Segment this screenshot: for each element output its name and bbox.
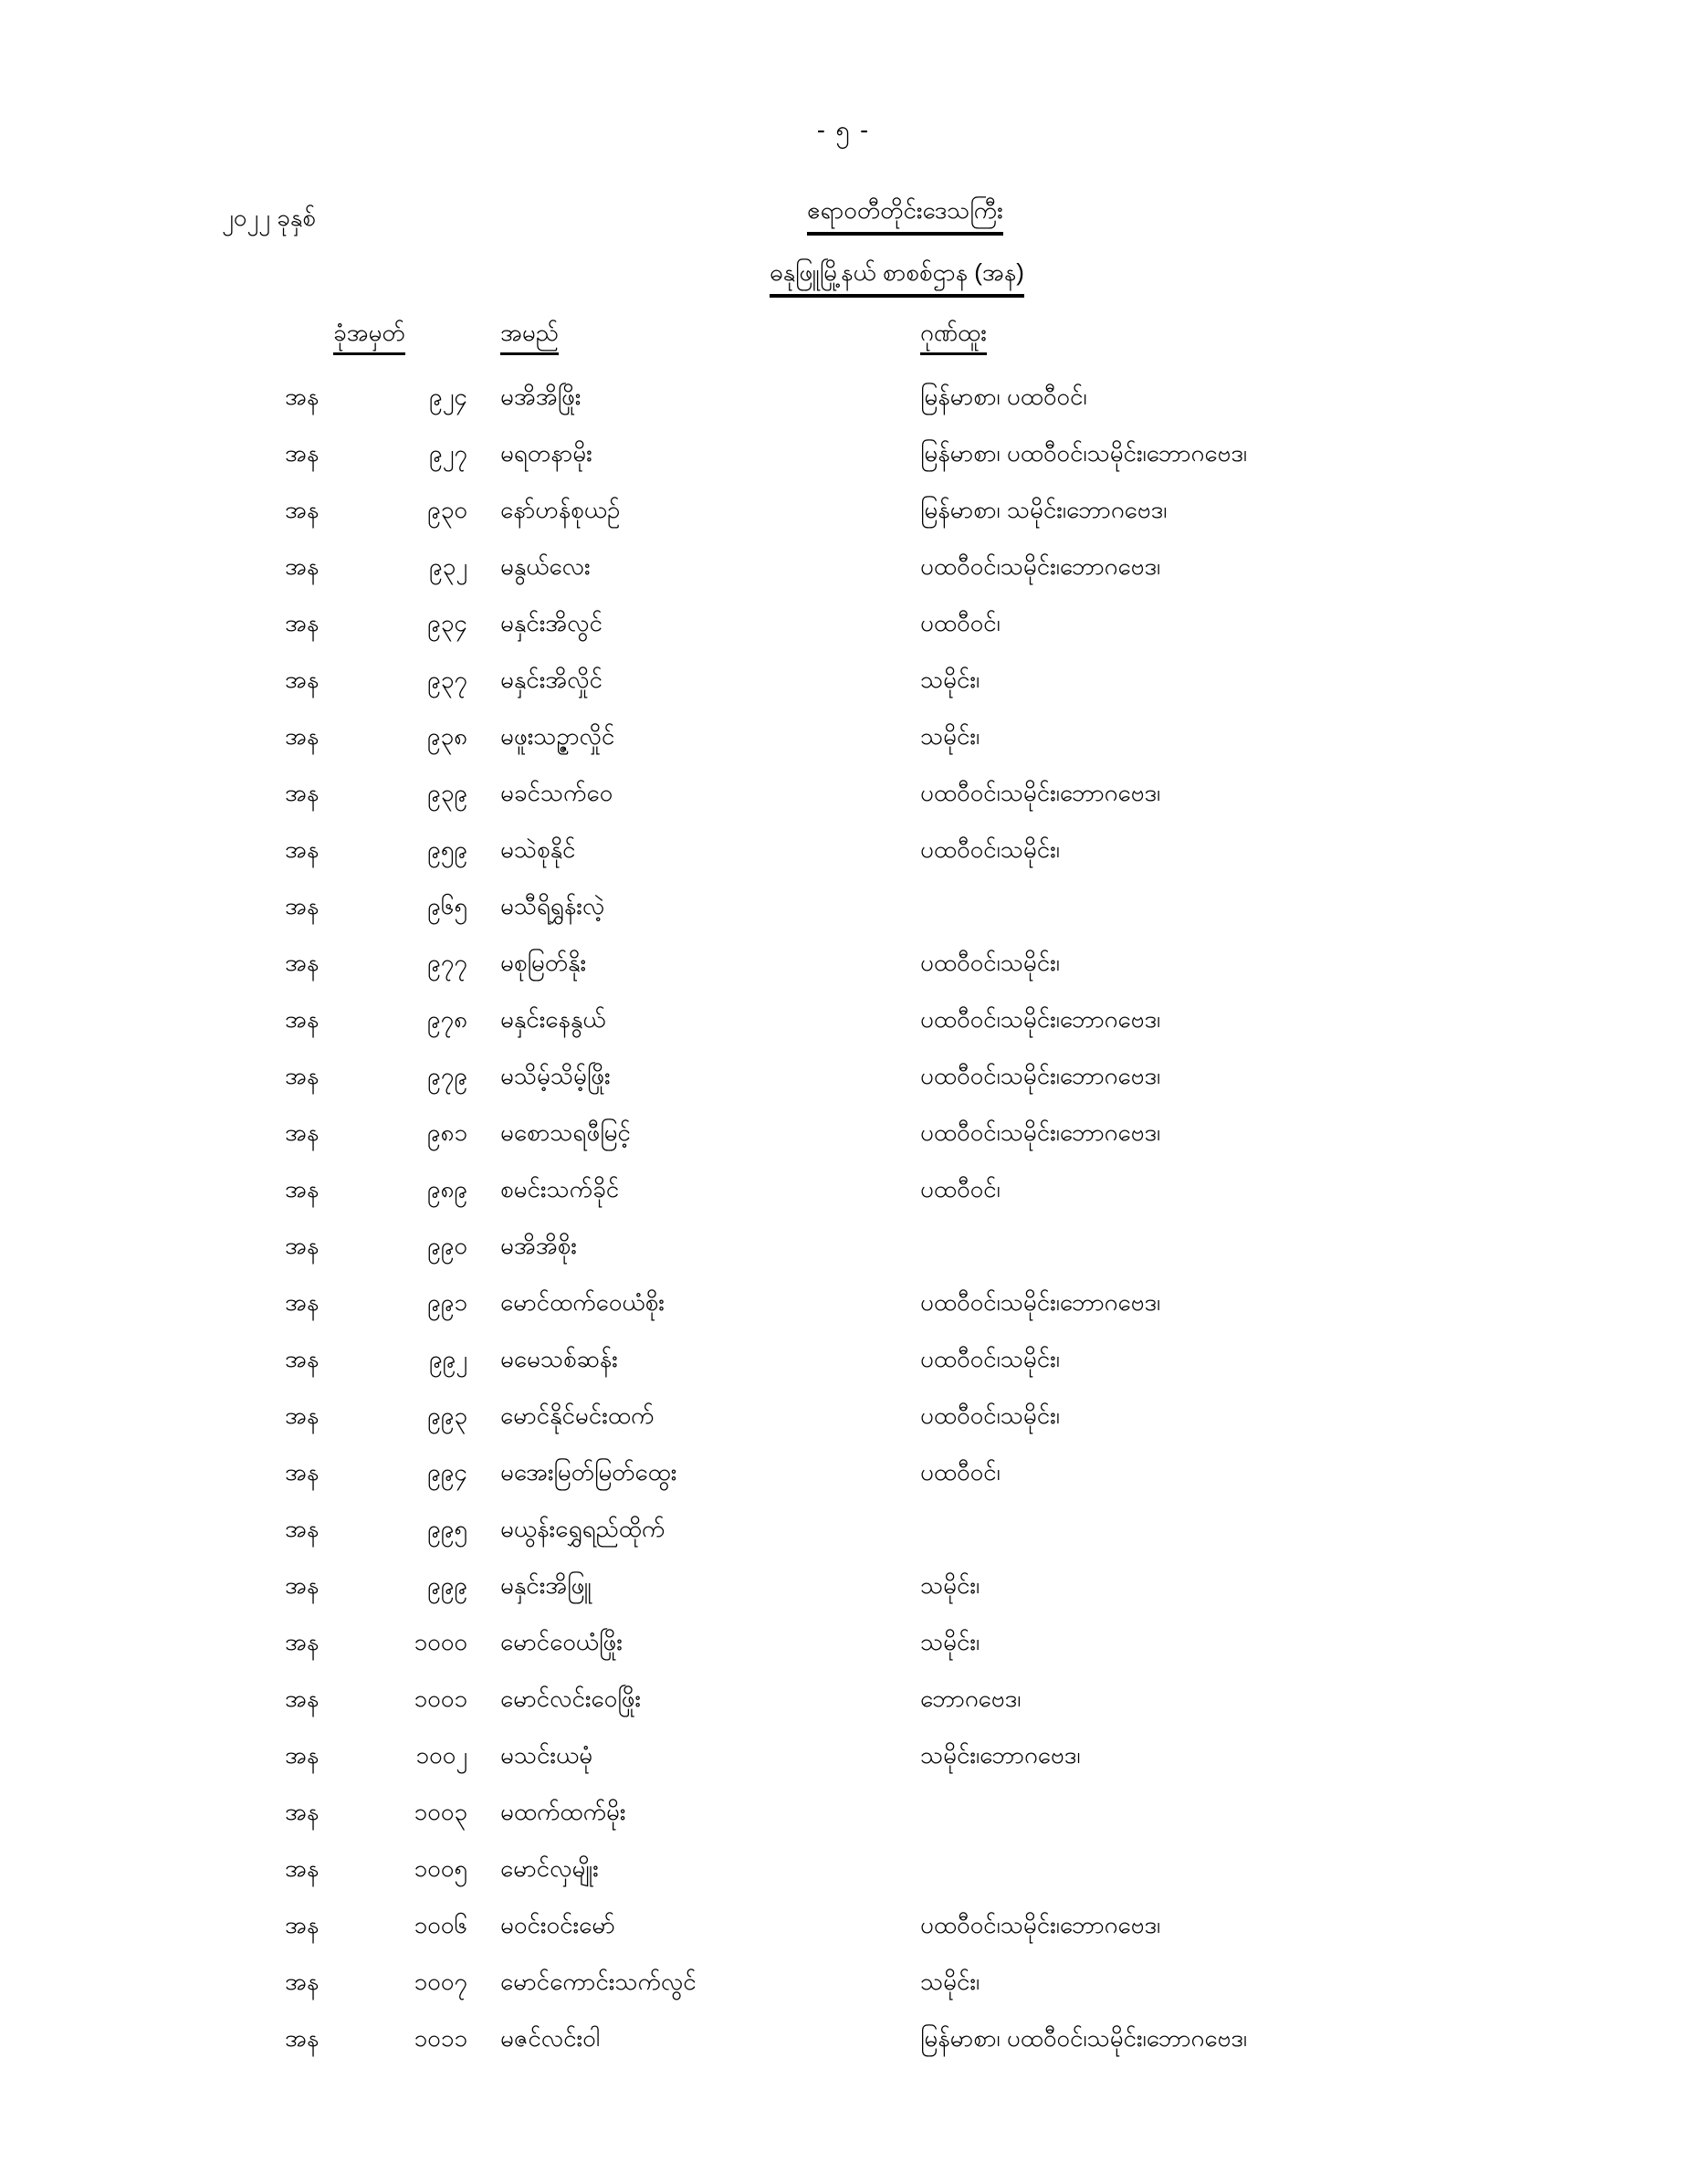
roll-number-cell: ၉၉၃ — [427, 1402, 467, 1429]
exam-code-cell: အန — [285, 552, 320, 580]
name-cell: မဝင်းဝင်းမော် — [500, 1911, 615, 1938]
distinction-cell: ပထဝီဝင်၊သမိုင်း၊ — [920, 1402, 1060, 1429]
table-row — [0, 1174, 1687, 1231]
distinction-cell: ပထဝီဝင်၊သမိုင်း၊ဘောဂဗေဒ၊ — [920, 1911, 1161, 1938]
distinction-cell: သမိုင်း၊ — [920, 722, 980, 750]
roll-number-cell: ၁၀၀၀ — [414, 1628, 467, 1655]
exam-code-cell: အန — [285, 496, 320, 523]
table-row — [0, 948, 1687, 1004]
exam-code-cell: အန — [285, 1005, 320, 1033]
distinction-cell: ပထဝီဝင်၊သမိုင်း၊ဘောဂဗေဒ၊ — [920, 1062, 1161, 1089]
name-cell: မဖူးသဉ္ဇာလှိုင် — [500, 722, 615, 750]
roll-number-cell: ၁၀၀၂ — [415, 1741, 467, 1769]
name-cell: မနှင်းအိဖြူ — [500, 1571, 592, 1599]
distinction-cell: ပထဝီဝင်၊ — [920, 1175, 1001, 1202]
roll-number-cell: ၁၀၀၅ — [414, 1854, 467, 1882]
distinction-cell: ဘောဂဗေဒ၊ — [920, 1685, 1022, 1712]
distinction-cell: ပထဝီဝင်၊သမိုင်း၊ဘောဂဗေဒ၊ — [920, 779, 1161, 806]
name-cell: မောင်လှမျိုး — [500, 1854, 599, 1882]
distinction-cell: သမိုင်း၊ — [920, 666, 980, 693]
distinction-cell: မြန်မာစာ၊ ပထဝီဝင်၊သမိုင်း၊ဘောဂဗေဒ၊ — [920, 2024, 1248, 2052]
distinction-cell: ပထဝီဝင်၊သမိုင်း၊ — [920, 835, 1060, 863]
distinction-cell: သမိုင်း၊ဘောဂဗေဒ၊ — [920, 1741, 1081, 1769]
roll-number-cell: ၉၂၇ — [428, 439, 467, 467]
table-row — [0, 1344, 1687, 1401]
distinction-cell: သမိုင်း၊ — [920, 1968, 980, 1995]
table-row — [0, 1401, 1687, 1457]
roll-number-cell: ၁၀၁၁ — [414, 2024, 467, 2052]
table-row — [0, 1570, 1687, 1627]
table-row — [0, 1457, 1687, 1514]
table-row — [0, 1853, 1687, 1910]
table-row — [0, 1627, 1687, 1684]
name-cell: မစုမြတ်နိုး — [500, 949, 587, 976]
exam-code-cell: အန — [285, 949, 320, 976]
roll-number-cell: ၉၈၉ — [426, 1175, 467, 1202]
roll-number-cell: ၉၃၈ — [426, 722, 467, 750]
name-cell: မရတနာမိုး — [500, 439, 592, 467]
name-cell: မသင်းယမုံ — [500, 1741, 593, 1769]
name-cell: မနှင်းအိလွင် — [500, 609, 602, 636]
distinction-cell: မြန်မာစာ၊ ပထဝီဝင်၊ — [920, 383, 1087, 410]
table-row — [0, 721, 1687, 778]
table-row — [0, 438, 1687, 495]
roll-number-cell: ၉၇၈ — [426, 1005, 467, 1033]
name-cell: မသိမ့်သိမ့်ဖြိုး — [500, 1062, 611, 1089]
exam-code-cell: အန — [285, 1741, 320, 1769]
roll-number-cell: ၁၀၀၆ — [414, 1911, 467, 1938]
table-row — [0, 495, 1687, 551]
table-row — [0, 551, 1687, 608]
name-cell: မဇင်လင်းဝါ — [500, 2024, 601, 2052]
roll-number-cell: ၉၉၀ — [427, 1232, 467, 1259]
table-row — [0, 891, 1687, 948]
table-row — [0, 1118, 1687, 1174]
roll-number-cell: ၉၃၄ — [427, 609, 467, 636]
name-cell: မောင်ဝေယံဖြိုး — [500, 1628, 623, 1655]
roll-number-cell: ၁၀၀၁ — [414, 1685, 467, 1712]
roll-number-cell: ၁၀၀၃ — [414, 1798, 467, 1825]
roll-number-cell: ၉၉၄ — [427, 1458, 467, 1486]
table-row — [0, 382, 1687, 438]
name-cell: မအိအိဖြိုး — [500, 383, 582, 410]
distinction-cell: ပထဝီဝင်၊ — [920, 1458, 1001, 1486]
table-row — [0, 778, 1687, 835]
roll-number-cell: ၉၃၀ — [427, 496, 467, 523]
exam-code-cell: အန — [285, 892, 320, 919]
roll-number-cell: ၉၂၄ — [428, 383, 467, 410]
table-row — [0, 2023, 1687, 2080]
distinction-cell: ပထဝီဝင်၊ — [920, 609, 1001, 636]
exam-code-cell: အန — [285, 1175, 320, 1202]
name-cell: စမင်းသက်ခိုင် — [500, 1175, 620, 1202]
exam-code-cell: အန — [285, 1628, 320, 1655]
name-cell: မသဲစုနိုင် — [500, 835, 576, 863]
distinction-cell: ပထဝီဝင်၊သမိုင်း၊ — [920, 949, 1060, 976]
exam-code-cell: အန — [285, 1345, 320, 1372]
table-row — [0, 608, 1687, 665]
roll-number-cell: ၉၃၂ — [428, 552, 467, 580]
table-row — [0, 1514, 1687, 1570]
name-cell: မောင်နိုင်မင်းထက် — [500, 1402, 655, 1429]
roll-number-cell: ၉၅၉ — [427, 835, 467, 863]
table-row — [0, 1004, 1687, 1061]
distinction-cell: ပထဝီဝင်၊သမိုင်း၊ဘောဂဗေဒ၊ — [920, 1005, 1161, 1033]
column-header-roll-number: ခုံအမှတ် — [333, 318, 405, 355]
roll-number-cell: ၉၉၂ — [428, 1345, 467, 1372]
table-row — [0, 1287, 1687, 1344]
name-cell: မစောသရဖီမြင့် — [500, 1118, 631, 1146]
roll-number-cell: ၉၇၉ — [427, 1062, 467, 1089]
page-number: - ၅ - — [816, 116, 871, 143]
distinction-cell: မြန်မာစာ၊ ပထဝီဝင်၊သမိုင်း၊ဘောဂဗေဒ၊ — [920, 439, 1248, 467]
roll-number-cell: ၉၉၅ — [427, 1515, 467, 1542]
table-row — [0, 1797, 1687, 1853]
roll-number-cell: ၉၉၉ — [427, 1571, 467, 1599]
roll-number-cell: ၉၉၁ — [427, 1288, 467, 1316]
distinction-cell: ပထဝီဝင်၊သမိုင်း၊ဘောဂဗေဒ၊ — [920, 552, 1161, 580]
table-row — [0, 1910, 1687, 1967]
name-cell: မအိအိစိုး — [500, 1232, 577, 1259]
exam-code-cell: အန — [285, 1571, 320, 1599]
exam-code-cell: အန — [285, 1515, 320, 1542]
name-cell: မယွန်းရွှေရည်ထိုက် — [500, 1515, 665, 1542]
exam-code-cell: အန — [285, 835, 320, 863]
table-row — [0, 835, 1687, 891]
distinction-cell: ပထဝီဝင်၊သမိုင်း၊ — [920, 1345, 1060, 1372]
exam-code-cell: အန — [285, 1968, 320, 1995]
table-row — [0, 1231, 1687, 1287]
column-header-name: အမည် — [500, 318, 559, 355]
exam-code-cell: အန — [285, 1118, 320, 1146]
roll-number-cell: ၉၃၉ — [427, 779, 467, 806]
name-cell: မနွယ်လေး — [500, 552, 591, 580]
name-cell: မသီရိရွှန်းလဲ့ — [500, 892, 605, 919]
distinction-cell: သမိုင်း၊ — [920, 1628, 980, 1655]
table-row — [0, 665, 1687, 721]
exam-code-cell: အန — [285, 779, 320, 806]
name-cell: မထက်ထက်မိုး — [500, 1798, 626, 1825]
exam-code-cell: အန — [285, 1685, 320, 1712]
name-cell: မနှင်းအိလှိုင် — [500, 666, 602, 693]
name-cell: မအေးမြတ်မြတ်ထွေး — [500, 1458, 677, 1486]
column-header-distinction: ဂုဏ်ထူး — [920, 318, 987, 355]
exam-code-cell: အန — [285, 1232, 320, 1259]
name-cell: နော်ဟန်စုယဉ် — [500, 496, 621, 523]
distinction-cell: ပထဝီဝင်၊သမိုင်း၊ဘောဂဗေဒ၊ — [920, 1118, 1161, 1146]
exam-code-cell: အန — [285, 1854, 320, 1882]
roll-number-cell: ၁၀၀၇ — [414, 1968, 467, 1995]
exam-center-title: ဓနုဖြူမြို့နယ် စာစစ်ဌာန (အန) — [770, 257, 1024, 298]
exam-code-cell: အန — [285, 609, 320, 636]
table-row — [0, 1684, 1687, 1740]
exam-code-cell: အန — [285, 1911, 320, 1938]
exam-code-cell: အန — [285, 1798, 320, 1825]
roll-number-cell: ၉၆၅ — [427, 892, 467, 919]
table-row — [0, 1061, 1687, 1118]
distinction-cell: မြန်မာစာ၊ သမိုင်း၊ဘောဂဗေဒ၊ — [920, 496, 1168, 523]
exam-code-cell: အန — [285, 1288, 320, 1316]
roll-number-cell: ၉၈၁ — [426, 1118, 467, 1146]
year-label: ၂၀၂၂ ခုနှစ် — [222, 204, 316, 231]
exam-code-cell: အန — [285, 1458, 320, 1486]
roll-number-cell: ၉၃၇ — [427, 666, 467, 693]
table-row — [0, 1967, 1687, 2023]
exam-code-cell: အန — [285, 1062, 320, 1089]
exam-code-cell: အန — [285, 722, 320, 750]
name-cell: မမေသစ်ဆန်း — [500, 1345, 618, 1372]
exam-code-cell: အန — [285, 2024, 320, 2052]
name-cell: မောင်ကောင်းသက်လွင် — [500, 1968, 697, 1995]
table-row — [0, 1740, 1687, 1797]
name-cell: မခင်သက်ဝေ — [500, 779, 613, 806]
exam-code-cell: အန — [285, 666, 320, 693]
exam-code-cell: အန — [285, 383, 320, 410]
roll-number-cell: ၉၇၇ — [427, 949, 467, 976]
name-cell: မောင်လင်းဝေဖြိုး — [500, 1685, 642, 1712]
distinction-cell: သမိုင်း၊ — [920, 1571, 980, 1599]
name-cell: မနှင်းနေနွယ် — [500, 1005, 606, 1033]
name-cell: မောင်ထက်ဝေယံစိုး — [500, 1288, 665, 1316]
distinction-cell: ပထဝီဝင်၊သမိုင်း၊ဘောဂဗေဒ၊ — [920, 1288, 1161, 1316]
exam-code-cell: အန — [285, 1402, 320, 1429]
region-title: ဧရာဝတီတိုင်းဒေသကြီး — [807, 195, 1003, 236]
exam-code-cell: အန — [285, 439, 320, 467]
